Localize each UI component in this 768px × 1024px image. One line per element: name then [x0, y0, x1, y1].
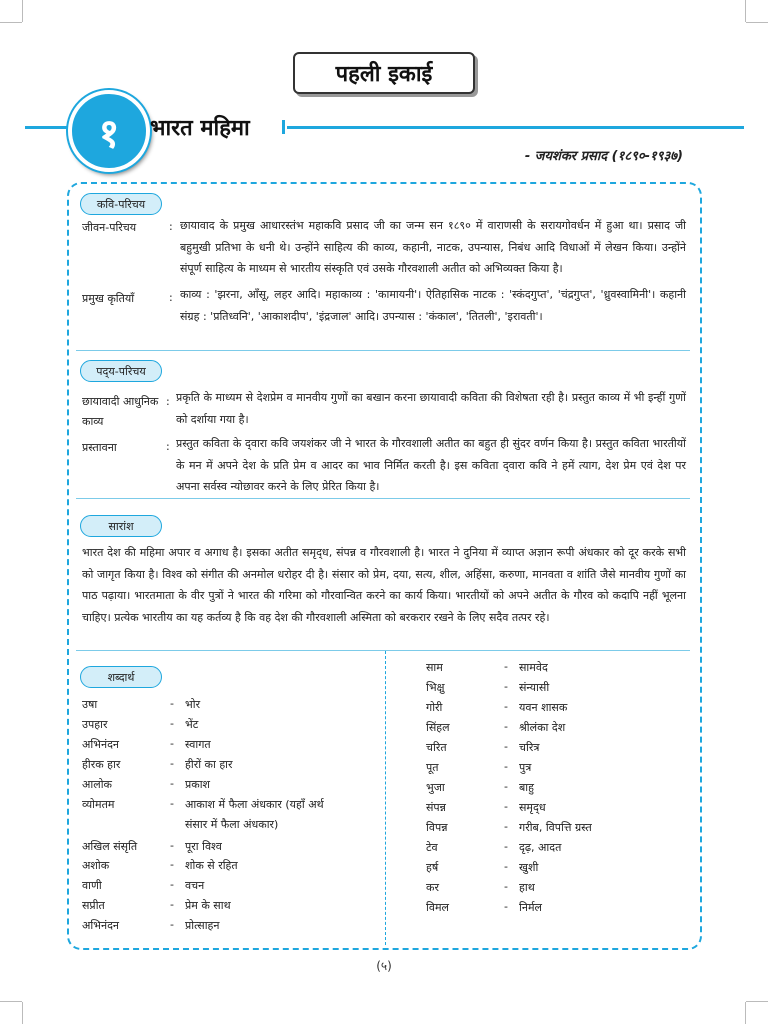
glossary-word: अशोक: [82, 859, 110, 872]
glossary-meaning-continued: संसार में फैला अंधकार): [185, 818, 279, 831]
glossary-item: [82, 858, 382, 874]
row-label: प्रमुख कृतियाँ: [82, 292, 135, 305]
glossary-item: [426, 660, 686, 676]
section-heading-kavi-parichay: कवि-परिचय: [80, 193, 162, 215]
glossary-word: आलोक: [82, 778, 112, 791]
crop-mark: [746, 1001, 768, 1002]
glossary-dash: -: [504, 760, 508, 773]
glossary-dash: -: [170, 737, 174, 750]
glossary-item: [82, 797, 382, 833]
row-label: जीवन-परिचय: [82, 221, 137, 234]
glossary-word: उषा: [82, 698, 98, 711]
glossary-meaning: श्रीलंका देश: [519, 721, 566, 734]
row-label: प्रस्तावना: [82, 441, 117, 454]
glossary-item: [426, 840, 686, 856]
glossary-meaning: भोर: [185, 698, 201, 711]
row-label: छायावादी आधुनिक काव्य: [82, 395, 159, 428]
glossary-item: [82, 898, 382, 914]
crop-mark: [22, 0, 23, 22]
glossary-dash: -: [170, 777, 174, 790]
crop-mark: [22, 1002, 23, 1024]
row-text: काव्य : 'झरना, आँसू, लहर आदि। महाकाव्य : 'कामायनी'। ऐतिहासिक नाटक : 'स्कंदगुप्त', 'चंद्रगुप्त', 'ध्रुवस्वामिनी'। कहानी संग्रह : 'प्रतिध्वनि', 'आकाशदीप', 'इंद्रजाल' आदि। उपन्यास : 'कंकाल', 'तितली', 'इरावती'।: [180, 288, 686, 323]
glossary-dash: -: [170, 797, 174, 810]
glossary-dash: -: [504, 880, 508, 893]
glossary-item: [82, 737, 382, 753]
glossary-word: विमल: [426, 901, 450, 914]
glossary-dash: -: [504, 680, 508, 693]
glossary-item: [426, 740, 686, 756]
glossary-item: [426, 880, 686, 896]
glossary-dash: -: [504, 900, 508, 913]
section-heading-saransh: सारांश: [80, 515, 162, 537]
glossary-word: विपन्न: [426, 821, 448, 834]
glossary-dash: -: [170, 918, 174, 931]
section-heading-shabdarth: शब्दार्थ: [80, 666, 162, 688]
section-separator: [76, 498, 690, 499]
glossary-meaning: हीरों का हार: [185, 758, 233, 771]
glossary-word: सिंहल: [426, 721, 450, 734]
glossary-meaning: चरित्र: [519, 741, 540, 754]
glossary-item: [82, 717, 382, 733]
glossary-item: [426, 900, 686, 916]
glossary-dash: -: [170, 757, 174, 770]
glossary-item: [426, 720, 686, 736]
glossary-item: [426, 860, 686, 876]
glossary-dash: -: [170, 878, 174, 891]
glossary-item: [82, 697, 382, 713]
crop-mark: [746, 22, 768, 23]
glossary-word: अभिनंदन: [82, 738, 120, 751]
glossary-item: [82, 918, 382, 934]
glossary-item: [426, 680, 686, 696]
author-line: - जयशंकर प्रसाद (१८९०-१९३७): [524, 149, 683, 164]
title-marker: [282, 120, 285, 134]
saransh-text: भारत देश की महिमा अपार व अगाध है। इसका अतीत समृद्‌ध, संपन्न व गौरवशाली है। भारत ने दुनिया में व्याप्त अज्ञान रूपी अंधकार को दूर करके सभी को जागृत किया है। विश्व को संगीत की अनमोल धरोहर दी है। संसार को प्रेम, दया, सत्य, शील, अहिंसा, करुणा, मानवता व शांति जैसे मानवीय गुणों का पाठ पढ़ाया। भारतमाता के वीर पुत्रों ने भारत की गरिमा को गौरवान्वित करने का कार्य किया। भारतीयों को अपने अतीत के गौरव को कदापि नहीं भूलना चाहिए। प्रत्येक भारतीय का यह कर्तव्य है कि वह देश की गौरवशाली अस्मिता को बरकरार रखने के लिए सदैव तत्पर रहे।: [82, 546, 686, 624]
page-number: (५): [376, 959, 392, 973]
glossary-word: वाणी: [82, 879, 102, 892]
row-colon: :: [166, 440, 170, 453]
glossary-meaning: वचन: [185, 879, 205, 892]
glossary-meaning: पूरा विश्व: [185, 840, 222, 853]
glossary-word: कर: [426, 881, 439, 894]
glossary-meaning: प्रेम के साथ: [185, 899, 231, 912]
glossary-word: भुजा: [426, 781, 445, 794]
glossary-meaning: सामवेद: [519, 661, 548, 674]
glossary-meaning: प्रोत्साहन: [185, 919, 220, 932]
glossary-item: [82, 839, 382, 855]
glossary-meaning: भेंट: [185, 718, 199, 731]
lesson-number-badge: १: [68, 90, 150, 172]
lesson-title: भारत महिमा: [150, 116, 250, 141]
section-separator: [76, 350, 690, 351]
glossary-item: [426, 700, 686, 716]
glossary-item: [426, 820, 686, 836]
glossary-dash: -: [504, 800, 508, 813]
glossary-word: संपन्न: [426, 801, 446, 814]
row-colon: :: [169, 220, 173, 233]
glossary-dash: -: [504, 840, 508, 853]
glossary-dash: -: [170, 717, 174, 730]
glossary-meaning: दृढ़, आदत: [519, 841, 562, 854]
crop-mark: [745, 0, 746, 22]
glossary-word: सप्रीत: [82, 899, 105, 912]
glossary-meaning: बाहु: [519, 781, 534, 794]
glossary-meaning: स्वागत: [185, 738, 211, 751]
crop-mark: [745, 1002, 746, 1024]
glossary-word: साम: [426, 661, 443, 674]
glossary-dash: -: [504, 720, 508, 733]
glossary-word: हर्ष: [426, 861, 439, 874]
glossary-dash: -: [504, 860, 508, 873]
section-separator: [76, 650, 690, 651]
glossary-word: हीरक हार: [82, 758, 121, 771]
glossary-word: उपहार: [82, 718, 108, 731]
glossary-meaning: आकाश में फैला अंधकार (यहाँ अर्थ: [185, 798, 324, 811]
glossary-dash: -: [170, 839, 174, 852]
glossary-meaning: शोक से रहित: [185, 859, 238, 872]
glossary-word: चरित: [426, 741, 447, 754]
glossary-word: टेव: [426, 841, 438, 854]
glossary-dash: -: [170, 858, 174, 871]
glossary-divider: [385, 651, 386, 945]
glossary-item: [82, 878, 382, 894]
section-heading-padya-parichay: पद्‌य-परिचय: [80, 360, 162, 382]
header-rule-left: [25, 126, 73, 129]
glossary-word: व्योमतम: [82, 798, 115, 811]
crop-mark: [0, 1001, 22, 1002]
glossary-dash: -: [504, 820, 508, 833]
row-colon: :: [169, 291, 173, 304]
glossary-meaning: यवन शासक: [519, 701, 568, 714]
glossary-meaning: हाथ: [519, 881, 535, 894]
glossary-meaning: निर्मल: [519, 901, 542, 914]
glossary-dash: -: [504, 780, 508, 793]
crop-mark: [0, 22, 22, 23]
row-text: प्रकृति के माध्यम से देशप्रेम व मानवीय गुणों का बखान करना छायावादी कविता की विशेषता रही है। प्रस्तुत काव्य में भी इन्हीं गुणों को दर्शाया गया है।: [176, 391, 686, 426]
glossary-dash: -: [504, 660, 508, 673]
glossary-dash: -: [170, 697, 174, 710]
glossary-word: भिक्षु: [426, 681, 445, 694]
glossary-meaning: समृद्‌ध: [519, 801, 546, 814]
glossary-meaning: खुशी: [519, 861, 539, 874]
glossary-item: [426, 760, 686, 776]
glossary-dash: -: [504, 740, 508, 753]
row-text: छायावाद के प्रमुख आधारस्तंभ महाकवि प्रसाद जी का जन्म सन १८९० में वाराणसी के सरायगोवर्धन में हुआ था। प्रसाद जी बहुमुखी प्रतिभा के धनी थे। उन्होंने साहित्य की काव्य, कहानी, नाटक, उपन्यास, निबंध आदि विधाओं में लेखन किया। उन्होंने संपूर्ण साहित्य के माध्यम से भारतीय संस्कृति एवं उसके गौरवशाली अतीत को अभिव्यक्त किया है।: [180, 219, 686, 275]
glossary-meaning: गरीब, विपत्ति ग्रस्त: [519, 821, 592, 834]
header-rule-right: [287, 126, 744, 129]
glossary-item: [426, 800, 686, 816]
glossary-item: [82, 777, 382, 793]
glossary-dash: -: [504, 700, 508, 713]
glossary-word: गोरी: [426, 701, 443, 714]
glossary-dash: -: [170, 898, 174, 911]
row-colon: :: [166, 395, 170, 408]
glossary-word: पूत: [426, 761, 439, 774]
glossary-item: [426, 780, 686, 796]
glossary-item: [82, 757, 382, 773]
glossary-meaning: पुत्र: [519, 761, 532, 774]
glossary-word: अभिनंदन: [82, 919, 120, 932]
unit-title: पहली इकाई: [293, 52, 475, 94]
glossary-meaning: संन्यासी: [519, 681, 550, 694]
glossary-word: अखिल संसृति: [82, 840, 138, 853]
row-text: प्रस्तुत कविता के द्‌वारा कवि जयशंकर जी ने भारत के गौरवशाली अतीत का बहुत ही सुंदर वर्णन किया है। प्रस्तुत कविता भारतीयों के मन में अपने देश के प्रति प्रेम व आदर का भाव निर्मित करती है। इस कविता द्‌वारा कवि ने हमें त्याग, देश प्रेम एवं देश पर अपना सर्वस्व न्योछावर करने के लिए प्रेरित किया है।: [176, 437, 686, 493]
glossary-meaning: प्रकाश: [185, 778, 211, 791]
